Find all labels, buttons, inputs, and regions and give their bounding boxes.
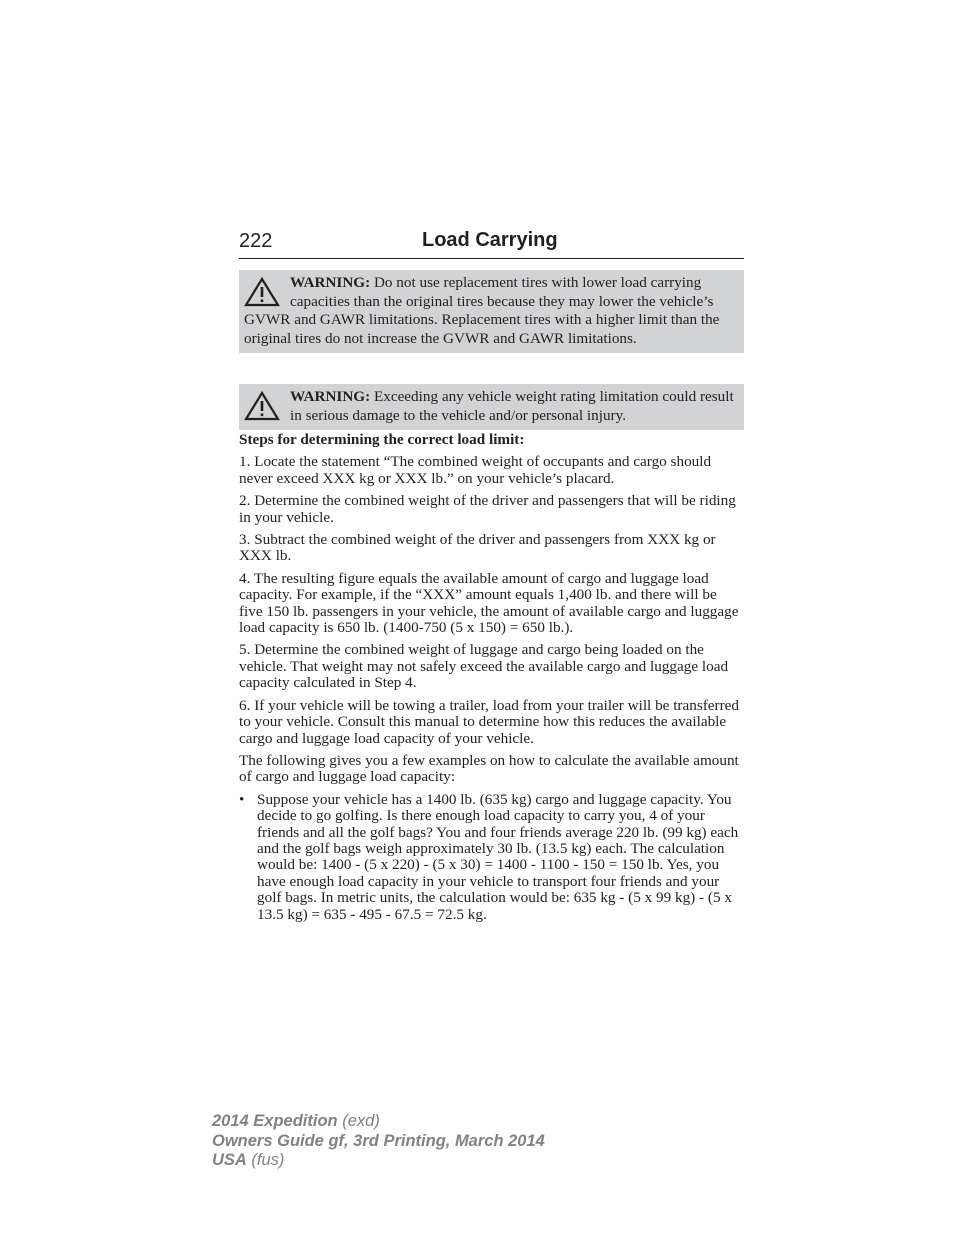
page-footer <box>212 1112 545 1171</box>
warning-triangle-icon <box>244 391 280 421</box>
step-4: 4. The resulting figure equals the available amount of cargo and luggage load capacity. For example, if the “XXX” amount equals 1,400 lb. and there will be five 150 lb. passengers in your vehicle, the amount of available cargo and luggage load capacity is 650 lb. (1400-750 (5 x 150) = 650 lb.). <box>239 569 739 637</box>
step-3: 3. Subtract the combined weight of the driver and passengers from XXX kg or XXX lb. <box>239 531 716 565</box>
main-content <box>239 432 744 929</box>
bullet-text: Suppose your vehicle has a 1400 lb. (635 kg) cargo and luggage capacity. You decide to go golfing. Is there enough load capacity to carry you, 4 of your friends and all the golf bags? You and four friends average 220 lb. (99 kg) each and the golf bags weigh approximately 30 lb. (13.5 kg) each. The calculation would be: 1400 - (5 x 220) - (5 x 30) = 1400 - 1100 - 150 = 150 lb. Yes, you have enough load capacity in your vehicle to transport four friends and your golf bags. In metric units, the calculation would be: 635 kg - (5 x 99 kg) - (5 x 13.5 kg) = 635 - 495 - 67.5 = 72.5 kg. <box>257 790 739 923</box>
footer-market-code: (fus) <box>246 1151 285 1169</box>
footer-line-1 <box>212 1112 545 1132</box>
step-5: 5. Determine the combined weight of luggage and cargo being loaded on the vehicle. That weight may not safely exceed the available cargo and luggage load capacity calculated in Step 4. <box>239 641 729 692</box>
warning-text: Exceeding any vehicle weight rating limitation could result in serious damage to the vehicle and/or personal injury. <box>290 388 734 424</box>
warning-triangle-icon <box>244 277 280 307</box>
bullet-dot: • <box>239 790 245 808</box>
step-1: 1. Locate the statement “The combined weight of occupants and cargo should never exceed XXX kg or XXX lb.” on your vehicle’s placard. <box>239 453 712 487</box>
page-header <box>239 228 744 259</box>
warning-text: Do not use replacement tires with lower load carrying capacities than the original tires because they may lower the vehicle’s GVWR and GAWR limitations. Replacement tires with a higher limit than the original tires do not increase the GVWR and GAWR limitations. <box>244 274 720 347</box>
warning-box-replacement-tires <box>239 270 744 353</box>
list-item <box>239 792 744 923</box>
footer-model: 2014 Expedition <box>212 1112 338 1130</box>
footer-line-3 <box>212 1151 545 1171</box>
warning-label: WARNING: <box>290 388 371 405</box>
warning-box-weight-rating <box>239 384 744 430</box>
section-title: Load Carrying <box>422 229 558 251</box>
footer-line-2: Owners Guide gf, 3rd Printing, March 2014 <box>212 1131 545 1150</box>
page-number: 222 <box>239 230 273 252</box>
examples-intro: The following gives you a few examples on how to calculate the available amount of cargo and luggage load capacity: <box>239 751 739 786</box>
step-6: 6. If your vehicle will be towing a trailer, load from your trailer will be transferred to your vehicle. Consult this manual to determine how this reduces the available cargo and luggage load capacity of your vehicle. <box>239 696 739 747</box>
warning-label: WARNING: <box>290 274 371 291</box>
footer-market: USA <box>212 1151 247 1169</box>
footer-model-code: (exd) <box>337 1112 380 1130</box>
steps-heading: Steps for determining the correct load limit: <box>239 431 525 448</box>
step-2: 2. Determine the combined weight of the driver and passengers that will be riding in your vehicle. <box>239 492 736 526</box>
